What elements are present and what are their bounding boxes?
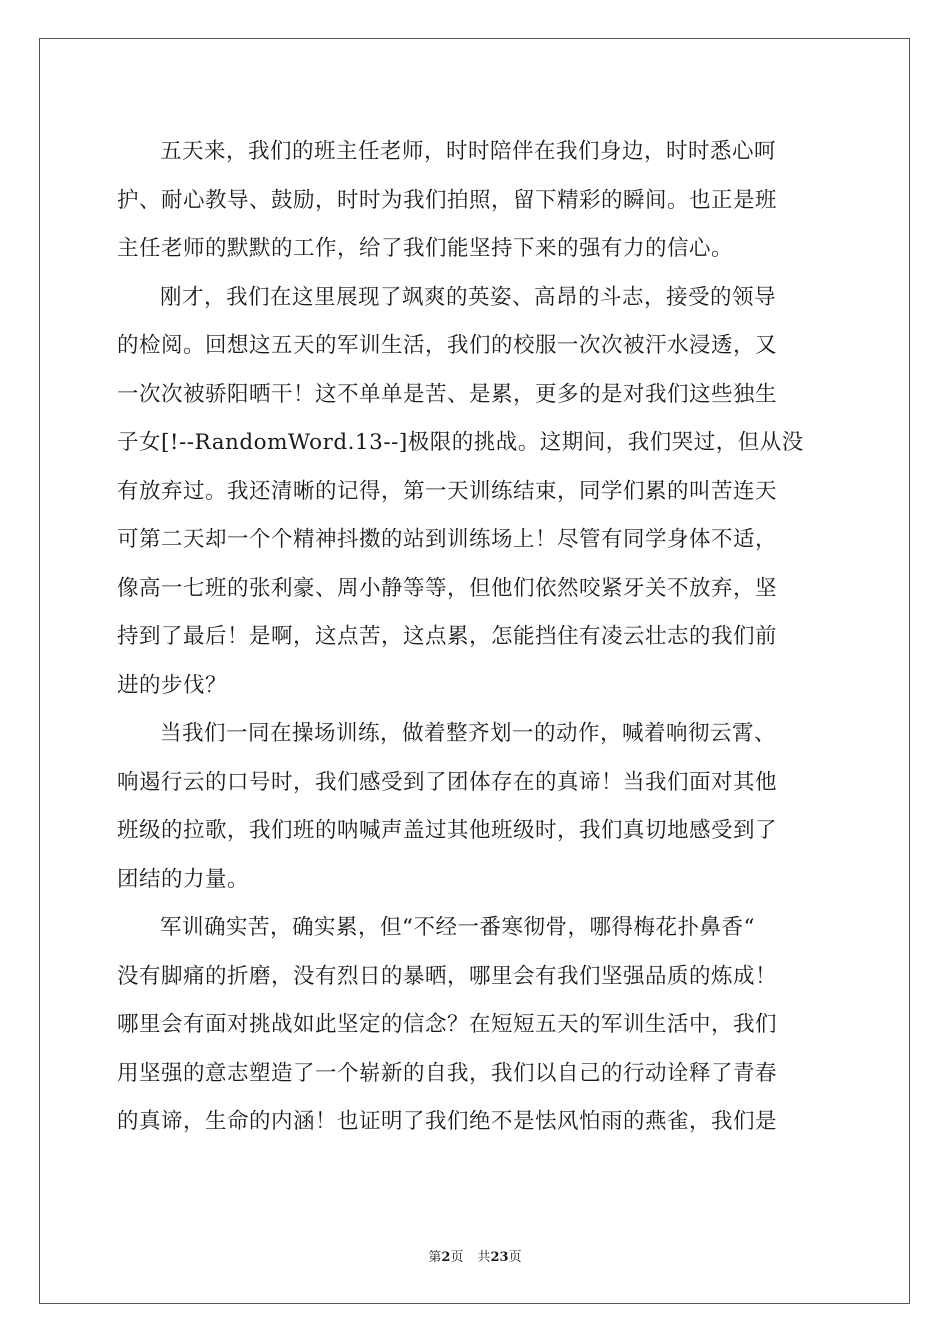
text-line: 的真谛，生命的内涵！也证明了我们绝不是怯风怕雨的燕雀，我们是 xyxy=(117,1109,778,1134)
total-pages: 23 xyxy=(490,1250,509,1265)
text-line: 主任老师的默默的工作，给了我们能坚持下来的强有力的信心。 xyxy=(117,236,734,261)
paragraph xyxy=(117,710,833,904)
text-line: 班级的拉歌，我们班的呐喊声盖过其他班级时，我们真切地感受到了 xyxy=(117,818,778,843)
page-number: 2 xyxy=(441,1250,451,1265)
text-line: 五天来，我们的班主任老师，时时陪伴在我们身边，时时悉心呵 xyxy=(160,139,777,164)
text-line: 进的步伐？ xyxy=(117,672,228,698)
text-line: 可第二天却一个个精神抖擞的站到训练场上！尽管有同学身体不适， xyxy=(117,527,778,552)
paragraph xyxy=(117,904,833,1147)
text-line: 有放弃过。我还清晰的记得，第一天训练结束，同学们累的叫苦连天 xyxy=(117,478,778,504)
text-line: 用坚强的意志塑造了一个崭新的自我，我们以自己的行动诠释了青春 xyxy=(117,1060,778,1086)
total-prefix: 共 xyxy=(477,1250,491,1265)
page-footer xyxy=(0,1246,950,1265)
text-line: 响遏行云的口号时，我们感受到了团体存在的真谛！当我们面对其他 xyxy=(117,769,778,795)
document-body xyxy=(117,128,833,1147)
text-line: 当我们一同在操场训练，做着整齐划一的动作，喊着响彻云霄、 xyxy=(160,721,777,746)
text-line: 一次次被骄阳晒干！这不单单是苦、是累，更多的是对我们这些独生 xyxy=(117,381,778,407)
text-line: 像高一七班的张利豪、周小静等等，但他们依然咬紧牙关不放弃，坚 xyxy=(117,575,778,601)
text-line: 哪里会有面对挑战如此坚定的信念？在短短五天的军训生活中，我们 xyxy=(117,1012,778,1037)
text-line: 护、耐心教导、鼓励，时时为我们拍照，留下精彩的瞬间。也正是班 xyxy=(117,187,778,213)
text-line: 子女[!--RandomWord.13--]极限的挑战。这期间，我们哭过，但从没 xyxy=(117,430,804,455)
text-line: 没有脚痛的折磨，没有烈日的暴晒，哪里会有我们坚强品质的炼成！ xyxy=(117,963,778,989)
page-prefix: 第 xyxy=(428,1250,442,1265)
text-line: 持到了最后！是啊，这点苦，这点累，怎能挡住有凌云壮志的我们前 xyxy=(117,624,778,649)
text-line: 团结的力量。 xyxy=(117,866,250,892)
text-line: 的检阅。回想这五天的军训生活，我们的校服一次次被汗水浸透，又 xyxy=(117,333,778,358)
page-suffix: 页 xyxy=(450,1250,464,1265)
text-line: 军训确实苦，确实累，但“不经一番寒彻骨，哪得梅花扑鼻香“ xyxy=(160,915,755,940)
total-suffix: 页 xyxy=(508,1250,522,1265)
paragraph xyxy=(117,128,833,274)
text-line: 刚才，我们在这里展现了飒爽的英姿、高昂的斗志，接受的领导 xyxy=(160,284,777,310)
paragraph xyxy=(117,274,833,711)
